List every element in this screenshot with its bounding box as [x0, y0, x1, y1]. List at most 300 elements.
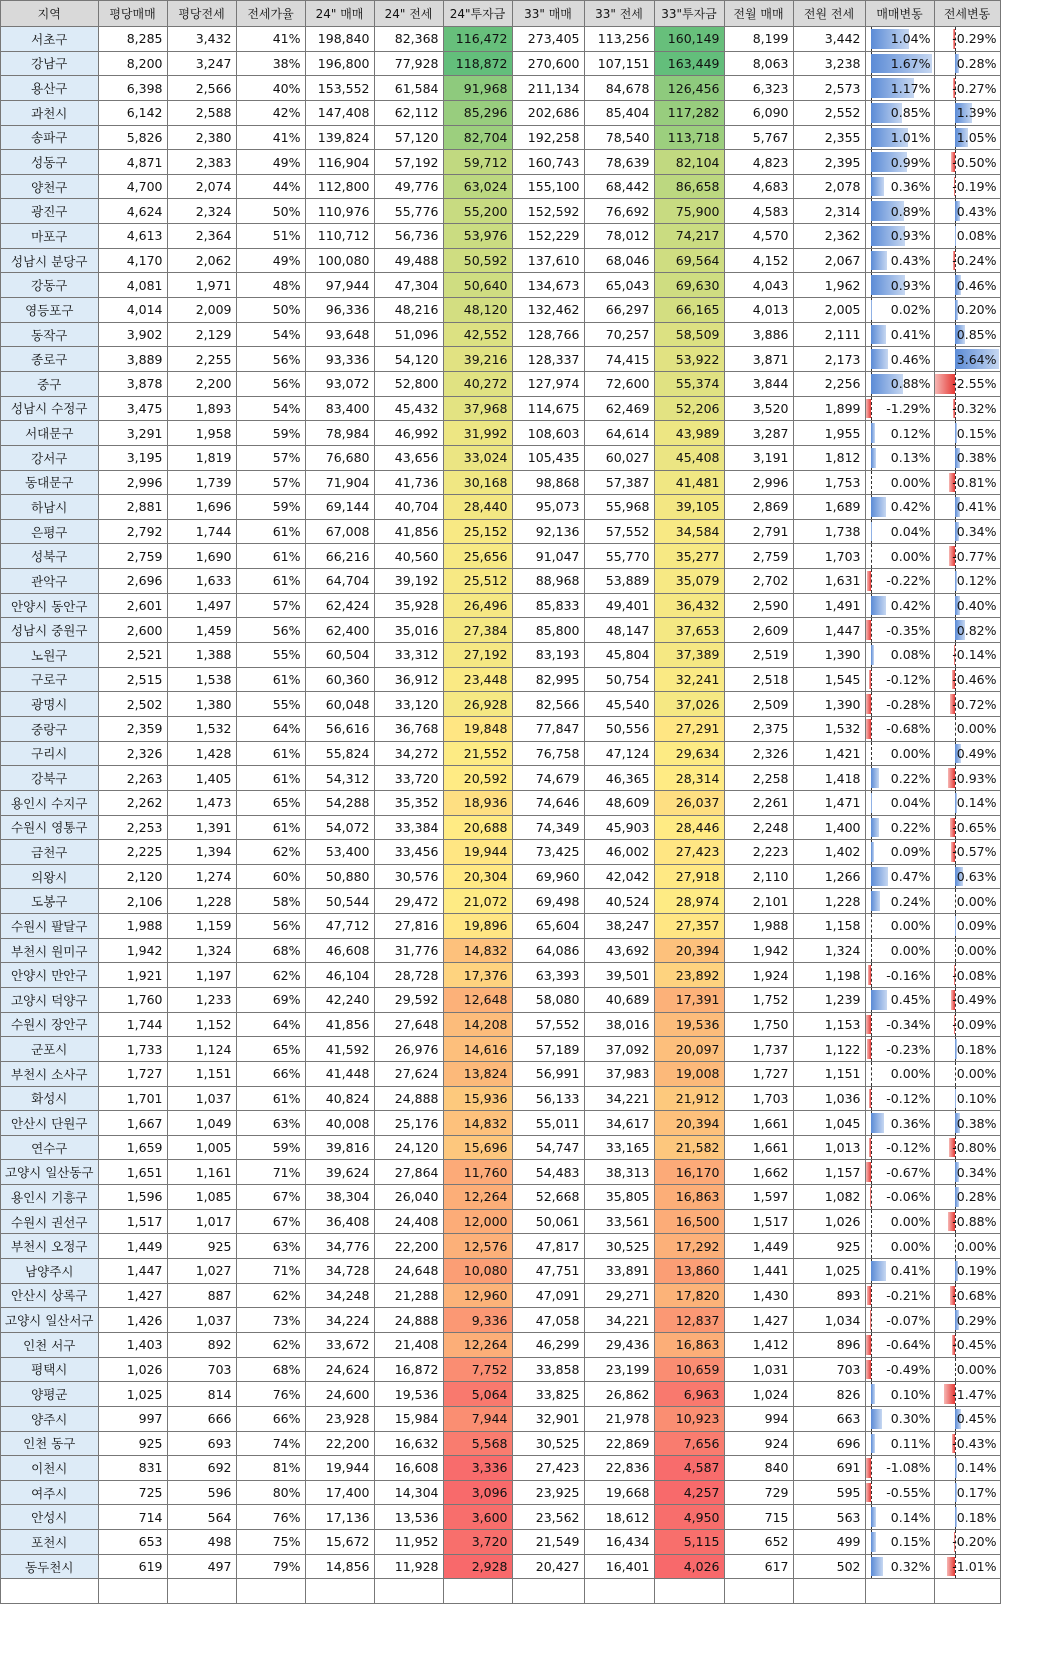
value-cell[interactable]: 61% — [236, 569, 305, 594]
empty-cell[interactable] — [98, 1579, 167, 1604]
sale-change-cell[interactable] — [865, 1431, 934, 1456]
value-cell[interactable]: 2,326 — [724, 741, 793, 766]
column-header[interactable]: 매매변동 — [865, 1, 934, 27]
sale-change-cell[interactable] — [865, 273, 934, 298]
value-cell[interactable]: 10,923 — [654, 1406, 724, 1431]
sale-change-cell[interactable] — [865, 1283, 934, 1308]
value-cell[interactable]: 2,588 — [167, 100, 236, 125]
value-cell[interactable]: 893 — [793, 1283, 865, 1308]
jeonse-change-cell[interactable] — [934, 1185, 1000, 1210]
value-cell[interactable]: 502 — [793, 1554, 865, 1579]
region-cell[interactable]: 동작구 — [1, 322, 99, 347]
value-cell[interactable]: 4,170 — [98, 248, 167, 273]
value-cell[interactable]: 75,900 — [654, 199, 724, 224]
value-cell[interactable]: 65,604 — [512, 914, 584, 939]
value-cell[interactable]: 1,819 — [167, 445, 236, 470]
sale-change-cell[interactable] — [865, 544, 934, 569]
value-cell[interactable]: 152,592 — [512, 199, 584, 224]
value-cell[interactable]: 2,225 — [98, 840, 167, 865]
value-cell[interactable]: 1,744 — [167, 519, 236, 544]
value-cell[interactable]: 2,515 — [98, 667, 167, 692]
value-cell[interactable]: 128,337 — [512, 347, 584, 372]
region-cell[interactable]: 성동구 — [1, 150, 99, 175]
jeonse-change-cell[interactable] — [934, 1135, 1000, 1160]
value-cell[interactable]: 4,950 — [654, 1505, 724, 1530]
value-cell[interactable]: 6,323 — [724, 76, 793, 101]
value-cell[interactable]: 24,888 — [374, 1086, 443, 1111]
jeonse-change-cell[interactable] — [934, 593, 1000, 618]
value-cell[interactable]: 33,720 — [374, 766, 443, 791]
column-header[interactable]: 33" 전세 — [584, 1, 654, 27]
value-cell[interactable]: 20,304 — [443, 864, 512, 889]
value-cell[interactable]: 1,893 — [167, 396, 236, 421]
value-cell[interactable]: 2,067 — [793, 248, 865, 273]
value-cell[interactable]: 1,532 — [793, 716, 865, 741]
region-cell[interactable]: 서초구 — [1, 27, 99, 52]
value-cell[interactable]: 39,105 — [654, 495, 724, 520]
value-cell[interactable]: 211,134 — [512, 76, 584, 101]
value-cell[interactable]: 74,217 — [654, 224, 724, 249]
jeonse-change-cell[interactable] — [934, 273, 1000, 298]
value-cell[interactable]: 1,013 — [793, 1135, 865, 1160]
value-cell[interactable]: 2,996 — [98, 470, 167, 495]
value-cell[interactable]: 43,656 — [374, 445, 443, 470]
value-cell[interactable]: 1,727 — [724, 1061, 793, 1086]
value-cell[interactable]: 725 — [98, 1480, 167, 1505]
value-cell[interactable]: 2,502 — [98, 692, 167, 717]
value-cell[interactable]: 49,776 — [374, 174, 443, 199]
value-cell[interactable]: 1,027 — [167, 1259, 236, 1284]
region-cell[interactable]: 인천 서구 — [1, 1332, 99, 1357]
value-cell[interactable]: 1,517 — [724, 1209, 793, 1234]
empty-cell[interactable] — [374, 1579, 443, 1604]
sale-change-cell[interactable] — [865, 51, 934, 76]
value-cell[interactable]: 32,901 — [512, 1406, 584, 1431]
value-cell[interactable]: 76% — [236, 1382, 305, 1407]
sale-change-cell[interactable] — [865, 125, 934, 150]
jeonse-change-cell[interactable] — [934, 1111, 1000, 1136]
region-cell[interactable]: 의왕시 — [1, 864, 99, 889]
value-cell[interactable]: 58,509 — [654, 322, 724, 347]
value-cell[interactable]: 1,388 — [167, 643, 236, 668]
value-cell[interactable]: 33,165 — [584, 1135, 654, 1160]
value-cell[interactable]: 24,600 — [305, 1382, 374, 1407]
sale-change-cell[interactable] — [865, 790, 934, 815]
empty-cell[interactable] — [443, 1579, 512, 1604]
value-cell[interactable]: 45,540 — [584, 692, 654, 717]
value-cell[interactable]: 1,158 — [793, 914, 865, 939]
value-cell[interactable]: 60% — [236, 864, 305, 889]
value-cell[interactable]: 57,387 — [584, 470, 654, 495]
value-cell[interactable]: 21,582 — [654, 1135, 724, 1160]
value-cell[interactable]: 66% — [236, 1406, 305, 1431]
jeonse-change-cell[interactable] — [934, 1554, 1000, 1579]
value-cell[interactable]: 91,047 — [512, 544, 584, 569]
value-cell[interactable]: 55,824 — [305, 741, 374, 766]
value-cell[interactable]: 66,216 — [305, 544, 374, 569]
value-cell[interactable]: 1,955 — [793, 421, 865, 446]
value-cell[interactable]: 11,928 — [374, 1554, 443, 1579]
value-cell[interactable]: 925 — [167, 1234, 236, 1259]
value-cell[interactable]: 3,287 — [724, 421, 793, 446]
value-cell[interactable]: 1,703 — [724, 1086, 793, 1111]
value-cell[interactable]: 1,152 — [167, 1012, 236, 1037]
value-cell[interactable]: 1,753 — [793, 470, 865, 495]
value-cell[interactable]: 59,712 — [443, 150, 512, 175]
value-cell[interactable]: 160,149 — [654, 27, 724, 52]
value-cell[interactable]: 1,739 — [167, 470, 236, 495]
value-cell[interactable]: 13,824 — [443, 1061, 512, 1086]
sale-change-cell[interactable] — [865, 495, 934, 520]
sale-change-cell[interactable] — [865, 199, 934, 224]
jeonse-change-cell[interactable] — [934, 667, 1000, 692]
sale-change-cell[interactable] — [865, 1209, 934, 1234]
value-cell[interactable]: 46,365 — [584, 766, 654, 791]
value-cell[interactable]: 1,661 — [724, 1135, 793, 1160]
value-cell[interactable]: 12,648 — [443, 987, 512, 1012]
value-cell[interactable]: 83,193 — [512, 643, 584, 668]
value-cell[interactable]: 2,362 — [793, 224, 865, 249]
value-cell[interactable]: 4,081 — [98, 273, 167, 298]
value-cell[interactable]: 63,393 — [512, 963, 584, 988]
region-cell[interactable]: 중랑구 — [1, 716, 99, 741]
value-cell[interactable]: 55,374 — [654, 371, 724, 396]
value-cell[interactable]: 63% — [236, 1234, 305, 1259]
value-cell[interactable]: 1,752 — [724, 987, 793, 1012]
value-cell[interactable]: 59% — [236, 495, 305, 520]
column-header[interactable]: 전세변동 — [934, 1, 1000, 27]
value-cell[interactable]: 19,668 — [584, 1480, 654, 1505]
value-cell[interactable]: 38% — [236, 51, 305, 76]
value-cell[interactable]: 2,256 — [793, 371, 865, 396]
region-cell[interactable]: 강남구 — [1, 51, 99, 76]
value-cell[interactable]: 63% — [236, 1111, 305, 1136]
value-cell[interactable]: 61,584 — [374, 76, 443, 101]
value-cell[interactable]: 2,074 — [167, 174, 236, 199]
value-cell[interactable]: 35,352 — [374, 790, 443, 815]
value-cell[interactable]: 42,240 — [305, 987, 374, 1012]
value-cell[interactable]: 67% — [236, 1185, 305, 1210]
value-cell[interactable]: 37,026 — [654, 692, 724, 717]
value-cell[interactable]: 1,942 — [98, 938, 167, 963]
value-cell[interactable]: 62,112 — [374, 100, 443, 125]
value-cell[interactable]: 34,248 — [305, 1283, 374, 1308]
value-cell[interactable]: 1,689 — [793, 495, 865, 520]
value-cell[interactable]: 43,692 — [584, 938, 654, 963]
value-cell[interactable]: 1,924 — [724, 963, 793, 988]
value-cell[interactable]: 37,968 — [443, 396, 512, 421]
value-cell[interactable]: 3,096 — [443, 1480, 512, 1505]
value-cell[interactable]: 8,200 — [98, 51, 167, 76]
value-cell[interactable]: 63,024 — [443, 174, 512, 199]
value-cell[interactable]: 147,408 — [305, 100, 374, 125]
value-cell[interactable]: 16,872 — [374, 1357, 443, 1382]
value-cell[interactable]: 31,776 — [374, 938, 443, 963]
jeonse-change-cell[interactable] — [934, 76, 1000, 101]
jeonse-change-cell[interactable] — [934, 322, 1000, 347]
value-cell[interactable]: 37,092 — [584, 1037, 654, 1062]
value-cell[interactable]: 40,689 — [584, 987, 654, 1012]
value-cell[interactable]: 1,971 — [167, 273, 236, 298]
value-cell[interactable]: 69,144 — [305, 495, 374, 520]
sale-change-cell[interactable] — [865, 1406, 934, 1431]
sale-change-cell[interactable] — [865, 1160, 934, 1185]
region-cell[interactable]: 여주시 — [1, 1480, 99, 1505]
value-cell[interactable]: 2,262 — [98, 790, 167, 815]
value-cell[interactable]: 2,609 — [724, 618, 793, 643]
value-cell[interactable]: 2,009 — [167, 298, 236, 323]
value-cell[interactable]: 1,447 — [98, 1259, 167, 1284]
value-cell[interactable]: 78,984 — [305, 421, 374, 446]
value-cell[interactable]: 1,473 — [167, 790, 236, 815]
sale-change-cell[interactable] — [865, 840, 934, 865]
value-cell[interactable]: 28,314 — [654, 766, 724, 791]
jeonse-change-cell[interactable] — [934, 766, 1000, 791]
jeonse-change-cell[interactable] — [934, 963, 1000, 988]
region-cell[interactable]: 송파구 — [1, 125, 99, 150]
value-cell[interactable]: 1,631 — [793, 569, 865, 594]
value-cell[interactable]: 37,653 — [654, 618, 724, 643]
value-cell[interactable]: 892 — [167, 1332, 236, 1357]
value-cell[interactable]: 1,750 — [724, 1012, 793, 1037]
value-cell[interactable]: 54,288 — [305, 790, 374, 815]
value-cell[interactable]: 112,800 — [305, 174, 374, 199]
value-cell[interactable]: 1,151 — [793, 1061, 865, 1086]
value-cell[interactable]: 5,767 — [724, 125, 793, 150]
value-cell[interactable]: 27,192 — [443, 643, 512, 668]
value-cell[interactable]: 202,686 — [512, 100, 584, 125]
value-cell[interactable]: 21,978 — [584, 1406, 654, 1431]
region-cell[interactable]: 고양시 일산동구 — [1, 1160, 99, 1185]
value-cell[interactable]: 153,552 — [305, 76, 374, 101]
value-cell[interactable]: 21,408 — [374, 1332, 443, 1357]
value-cell[interactable]: 69,498 — [512, 889, 584, 914]
region-cell[interactable]: 수원시 권선구 — [1, 1209, 99, 1234]
value-cell[interactable]: 1,085 — [167, 1185, 236, 1210]
jeonse-change-cell[interactable] — [934, 1061, 1000, 1086]
value-cell[interactable]: 84,678 — [584, 76, 654, 101]
value-cell[interactable]: 2,590 — [724, 593, 793, 618]
value-cell[interactable]: 22,200 — [305, 1431, 374, 1456]
value-cell[interactable]: 1,082 — [793, 1185, 865, 1210]
value-cell[interactable]: 1,024 — [724, 1382, 793, 1407]
value-cell[interactable]: 25,176 — [374, 1111, 443, 1136]
jeonse-change-cell[interactable] — [934, 1086, 1000, 1111]
jeonse-change-cell[interactable] — [934, 371, 1000, 396]
value-cell[interactable]: 2,314 — [793, 199, 865, 224]
value-cell[interactable]: 1,447 — [793, 618, 865, 643]
value-cell[interactable]: 54,747 — [512, 1135, 584, 1160]
region-cell[interactable]: 연수구 — [1, 1135, 99, 1160]
jeonse-change-cell[interactable] — [934, 1283, 1000, 1308]
jeonse-change-cell[interactable] — [934, 1308, 1000, 1333]
empty-cell[interactable] — [305, 1579, 374, 1604]
value-cell[interactable]: 3,291 — [98, 421, 167, 446]
sale-change-cell[interactable] — [865, 593, 934, 618]
value-cell[interactable]: 49,488 — [374, 248, 443, 273]
value-cell[interactable]: 93,072 — [305, 371, 374, 396]
value-cell[interactable]: 40,704 — [374, 495, 443, 520]
value-cell[interactable]: 28,440 — [443, 495, 512, 520]
value-cell[interactable]: 76,692 — [584, 199, 654, 224]
value-cell[interactable]: 16,434 — [584, 1530, 654, 1555]
jeonse-change-cell[interactable] — [934, 741, 1000, 766]
value-cell[interactable]: 27,918 — [654, 864, 724, 889]
value-cell[interactable]: 1,198 — [793, 963, 865, 988]
value-cell[interactable]: 40,272 — [443, 371, 512, 396]
value-cell[interactable]: 2,110 — [724, 864, 793, 889]
value-cell[interactable]: 14,832 — [443, 938, 512, 963]
value-cell[interactable]: 30,168 — [443, 470, 512, 495]
value-cell[interactable]: 55,776 — [374, 199, 443, 224]
empty-cell[interactable] — [934, 1579, 1000, 1604]
value-cell[interactable]: 2,101 — [724, 889, 793, 914]
value-cell[interactable]: 52,668 — [512, 1185, 584, 1210]
value-cell[interactable]: 39,816 — [305, 1135, 374, 1160]
value-cell[interactable]: 1,239 — [793, 987, 865, 1012]
value-cell[interactable]: 73,425 — [512, 840, 584, 865]
value-cell[interactable]: 1,449 — [98, 1234, 167, 1259]
value-cell[interactable]: 14,208 — [443, 1012, 512, 1037]
region-cell[interactable]: 용산구 — [1, 76, 99, 101]
jeonse-change-cell[interactable] — [934, 1332, 1000, 1357]
value-cell[interactable]: 68% — [236, 938, 305, 963]
value-cell[interactable]: 2,120 — [98, 864, 167, 889]
value-cell[interactable]: 152,229 — [512, 224, 584, 249]
value-cell[interactable]: 62% — [236, 1332, 305, 1357]
value-cell[interactable]: 652 — [724, 1530, 793, 1555]
value-cell[interactable]: 23,562 — [512, 1505, 584, 1530]
value-cell[interactable]: 20,394 — [654, 938, 724, 963]
value-cell[interactable]: 3,195 — [98, 445, 167, 470]
value-cell[interactable]: 50% — [236, 298, 305, 323]
value-cell[interactable]: 4,014 — [98, 298, 167, 323]
value-cell[interactable]: 37,389 — [654, 643, 724, 668]
value-cell[interactable]: 77,847 — [512, 716, 584, 741]
region-cell[interactable]: 성남시 수정구 — [1, 396, 99, 421]
sale-change-cell[interactable] — [865, 914, 934, 939]
value-cell[interactable]: 62,400 — [305, 618, 374, 643]
jeonse-change-cell[interactable] — [934, 174, 1000, 199]
value-cell[interactable]: 65% — [236, 1037, 305, 1062]
value-cell[interactable]: 155,100 — [512, 174, 584, 199]
sale-change-cell[interactable] — [865, 224, 934, 249]
value-cell[interactable]: 127,974 — [512, 371, 584, 396]
sale-change-cell[interactable] — [865, 1456, 934, 1481]
region-cell[interactable]: 금천구 — [1, 840, 99, 865]
sale-change-cell[interactable] — [865, 1259, 934, 1284]
value-cell[interactable]: 12,264 — [443, 1185, 512, 1210]
value-cell[interactable]: 1,760 — [98, 987, 167, 1012]
value-cell[interactable]: 17,820 — [654, 1283, 724, 1308]
value-cell[interactable]: 16,401 — [584, 1554, 654, 1579]
jeonse-change-cell[interactable] — [934, 1160, 1000, 1185]
value-cell[interactable]: 46,299 — [512, 1332, 584, 1357]
value-cell[interactable]: 45,432 — [374, 396, 443, 421]
column-header[interactable]: 전월 매매 — [724, 1, 793, 27]
value-cell[interactable]: 160,743 — [512, 150, 584, 175]
value-cell[interactable]: 2,111 — [793, 322, 865, 347]
value-cell[interactable]: 55,968 — [584, 495, 654, 520]
value-cell[interactable]: 37,983 — [584, 1061, 654, 1086]
region-cell[interactable]: 강동구 — [1, 273, 99, 298]
value-cell[interactable]: 54,120 — [374, 347, 443, 372]
value-cell[interactable]: 22,869 — [584, 1431, 654, 1456]
value-cell[interactable]: 1,667 — [98, 1111, 167, 1136]
sale-change-cell[interactable] — [865, 298, 934, 323]
value-cell[interactable]: 653 — [98, 1530, 167, 1555]
value-cell[interactable]: 27,864 — [374, 1160, 443, 1185]
value-cell[interactable]: 1,517 — [98, 1209, 167, 1234]
value-cell[interactable]: 60,027 — [584, 445, 654, 470]
region-cell[interactable]: 구로구 — [1, 667, 99, 692]
region-cell[interactable]: 안양시 동안구 — [1, 593, 99, 618]
value-cell[interactable]: 16,863 — [654, 1332, 724, 1357]
sale-change-cell[interactable] — [865, 1037, 934, 1062]
value-cell[interactable]: 17,400 — [305, 1480, 374, 1505]
value-cell[interactable]: 82,566 — [512, 692, 584, 717]
value-cell[interactable]: 32,241 — [654, 667, 724, 692]
value-cell[interactable]: 54,312 — [305, 766, 374, 791]
value-cell[interactable]: 2,696 — [98, 569, 167, 594]
jeonse-change-cell[interactable] — [934, 1480, 1000, 1505]
value-cell[interactable]: 57% — [236, 470, 305, 495]
jeonse-change-cell[interactable] — [934, 445, 1000, 470]
empty-cell[interactable] — [1, 1579, 99, 1604]
value-cell[interactable]: 53,889 — [584, 569, 654, 594]
value-cell[interactable]: 137,610 — [512, 248, 584, 273]
region-cell[interactable]: 인천 동구 — [1, 1431, 99, 1456]
value-cell[interactable]: 35,277 — [654, 544, 724, 569]
region-cell[interactable]: 고양시 덕양구 — [1, 987, 99, 1012]
value-cell[interactable]: 273,405 — [512, 27, 584, 52]
region-cell[interactable]: 은평구 — [1, 519, 99, 544]
value-cell[interactable]: 68,442 — [584, 174, 654, 199]
value-cell[interactable]: 1,962 — [793, 273, 865, 298]
sale-change-cell[interactable] — [865, 716, 934, 741]
value-cell[interactable]: 1,430 — [724, 1283, 793, 1308]
value-cell[interactable]: 54,072 — [305, 815, 374, 840]
value-cell[interactable]: 3,442 — [793, 27, 865, 52]
value-cell[interactable]: 20,394 — [654, 1111, 724, 1136]
value-cell[interactable]: 110,712 — [305, 224, 374, 249]
region-cell[interactable]: 광진구 — [1, 199, 99, 224]
value-cell[interactable]: 46,992 — [374, 421, 443, 446]
sale-change-cell[interactable] — [865, 150, 934, 175]
jeonse-change-cell[interactable] — [934, 815, 1000, 840]
value-cell[interactable]: 30,525 — [584, 1234, 654, 1259]
value-cell[interactable]: 96,336 — [305, 298, 374, 323]
value-cell[interactable]: 21,288 — [374, 1283, 443, 1308]
column-header[interactable]: 24" 매매 — [305, 1, 374, 27]
empty-cell[interactable] — [654, 1579, 724, 1604]
column-header[interactable]: 24" 전세 — [374, 1, 443, 27]
value-cell[interactable]: 64% — [236, 716, 305, 741]
value-cell[interactable]: 7,944 — [443, 1406, 512, 1431]
value-cell[interactable]: 26,037 — [654, 790, 724, 815]
jeonse-change-cell[interactable] — [934, 224, 1000, 249]
value-cell[interactable]: 2,255 — [167, 347, 236, 372]
sale-change-cell[interactable] — [865, 519, 934, 544]
value-cell[interactable]: 24,408 — [374, 1209, 443, 1234]
column-header[interactable]: 평당매매 — [98, 1, 167, 27]
value-cell[interactable]: 1,394 — [167, 840, 236, 865]
value-cell[interactable]: 33,561 — [584, 1209, 654, 1234]
value-cell[interactable]: 2,173 — [793, 347, 865, 372]
sale-change-cell[interactable] — [865, 815, 934, 840]
value-cell[interactable]: 21,549 — [512, 1530, 584, 1555]
value-cell[interactable]: 6,090 — [724, 100, 793, 125]
